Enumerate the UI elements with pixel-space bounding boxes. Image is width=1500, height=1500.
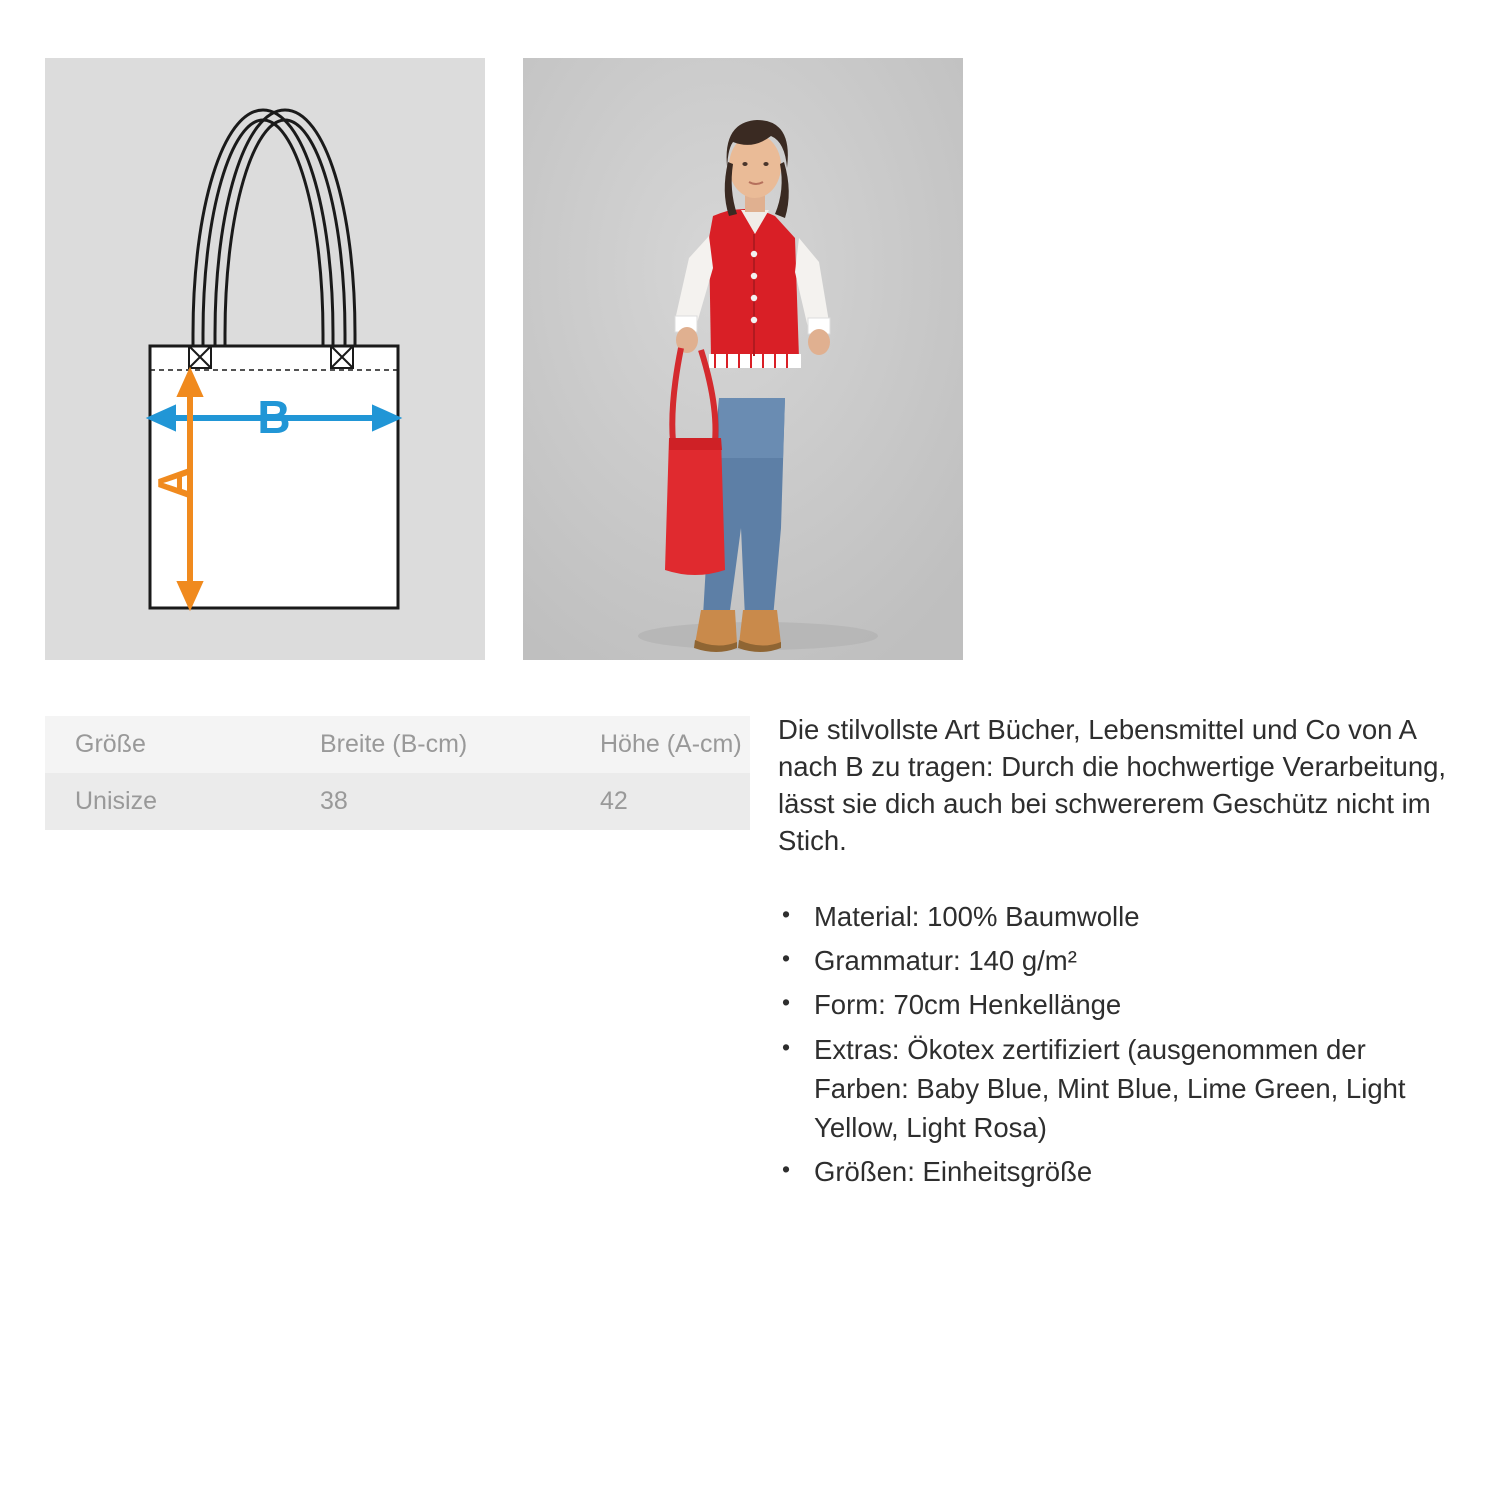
column-header-width: Breite (B-cm)	[320, 730, 468, 758]
spec-text: Grammatur: 140 g/m²	[814, 945, 1077, 977]
cell-width-value: 38	[320, 787, 348, 815]
table-row	[45, 773, 750, 830]
size-diagram-panel	[45, 58, 485, 660]
column-header-height: Höhe (A-cm)	[600, 730, 742, 758]
cell-height-value: 42	[600, 787, 628, 815]
column-header-size: Größe	[75, 730, 146, 758]
cell-size-name: Unisize	[75, 787, 157, 815]
product-description	[778, 712, 1468, 1196]
list-item	[778, 1030, 1468, 1147]
list-item	[778, 985, 1468, 1024]
table-header-row	[45, 716, 750, 773]
bullet-icon: •	[782, 1033, 791, 1060]
spec-text: Material: 100% Baumwolle	[814, 901, 1140, 933]
size-table	[45, 716, 750, 830]
description-paragraph: Die stilvollste Art Bücher, Lebensmittel und Co von A nach B zu tragen: Durch die hochwertige Verarbeitung, lässt sie dich auch bei schwererem Geschütz nicht im Stich.	[778, 714, 1447, 856]
diagram-label-width: B	[257, 391, 291, 443]
list-item	[778, 1152, 1468, 1191]
list-item	[778, 941, 1468, 980]
spec-text: Form: 70cm Henkellänge	[814, 989, 1122, 1021]
bullet-icon: •	[782, 1155, 791, 1182]
diagram-label-height: A	[148, 466, 200, 500]
model-photo-panel	[523, 58, 963, 660]
spec-text: Größen: Einheitsgröße	[814, 1155, 1093, 1187]
product-spec-list	[778, 897, 1468, 1190]
spec-text: Extras: Ökotex zertifiziert (ausgenommen der Farben: Baby Blue, Mint Blue, Lime Green, Light Yellow, Light Rosa)	[814, 1033, 1406, 1143]
bullet-icon: •	[782, 901, 791, 928]
list-item	[778, 897, 1468, 936]
bullet-icon: •	[782, 945, 791, 972]
tote-bag-diagram-icon	[45, 58, 485, 660]
bullet-icon: •	[782, 989, 791, 1016]
product-images-row	[45, 58, 963, 660]
model-photo-illustration	[523, 58, 963, 660]
